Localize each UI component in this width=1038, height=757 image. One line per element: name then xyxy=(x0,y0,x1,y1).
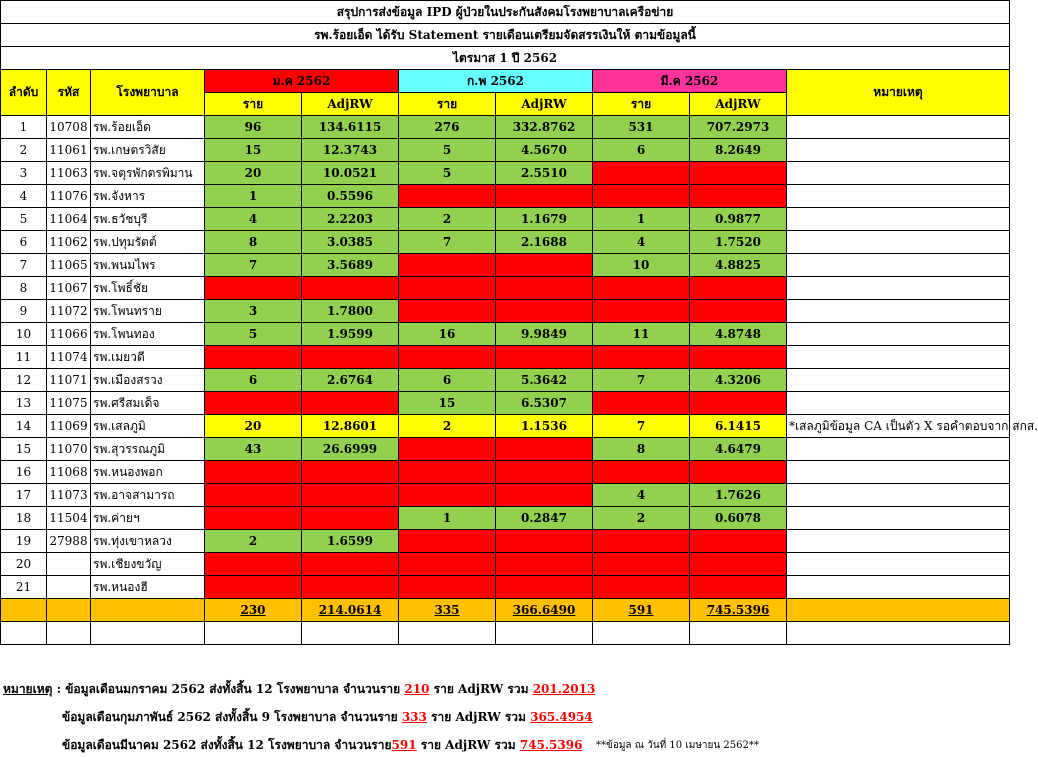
row-hospital: รพ.เมยวดี xyxy=(91,346,205,369)
row-m2-adjrw xyxy=(496,254,593,277)
footer-line2-text: ข้อมูลเดือนกุมภาพันธ์ 2562 ส่งทั้งสิ้น 9 โรงพยาบาล จำนวนราย xyxy=(62,710,402,724)
header-m1-adjrw: AdjRW xyxy=(302,93,399,116)
row-m1-adjrw xyxy=(302,576,399,599)
table-row xyxy=(1,116,1010,139)
row-m2-cases: 16 xyxy=(399,323,496,346)
row-m2-adjrw: 332.8762 xyxy=(496,116,593,139)
header-month1: ม.ค 2562 xyxy=(205,70,399,93)
row-m2-cases xyxy=(399,277,496,300)
header-code: รหัส xyxy=(47,70,91,116)
row-m1-adjrw: 1.9599 xyxy=(302,323,399,346)
row-order: 1 xyxy=(1,116,47,139)
row-code: 11069 xyxy=(47,415,91,438)
row-m3-cases: 10 xyxy=(593,254,690,277)
row-code: 11072 xyxy=(47,300,91,323)
footer-line2-cases: 333 xyxy=(401,710,427,724)
row-m2-adjrw xyxy=(496,461,593,484)
row-order: 7 xyxy=(1,254,47,277)
total-m2-adjrw: 366.6490 xyxy=(496,599,593,622)
row-m2-cases: 2 xyxy=(399,415,496,438)
row-order: 14 xyxy=(1,415,47,438)
table-row xyxy=(1,484,1010,507)
spacer-row xyxy=(1,622,1010,645)
row-m2-cases: 5 xyxy=(399,139,496,162)
row-order: 12 xyxy=(1,369,47,392)
row-code: 11070 xyxy=(47,438,91,461)
row-m3-cases xyxy=(593,530,690,553)
row-m2-adjrw xyxy=(496,346,593,369)
row-order: 15 xyxy=(1,438,47,461)
row-m3-adjrw xyxy=(690,553,787,576)
row-m2-adjrw xyxy=(496,300,593,323)
row-m2-adjrw: 9.9849 xyxy=(496,323,593,346)
row-m2-cases xyxy=(399,553,496,576)
row-hospital: รพ.ค่ายฯ xyxy=(91,507,205,530)
row-m2-cases xyxy=(399,576,496,599)
table-row xyxy=(1,438,1010,461)
row-hospital: รพ.ปทุมรัตต์ xyxy=(91,231,205,254)
footer-line1-cases: 210 xyxy=(404,682,430,696)
row-m1-cases xyxy=(205,576,302,599)
row-m2-cases xyxy=(399,484,496,507)
row-m1-adjrw xyxy=(302,461,399,484)
row-m2-adjrw: 4.5670 xyxy=(496,139,593,162)
row-hospital: รพ.พนมไพร xyxy=(91,254,205,277)
row-hospital: รพ.หนองฮี xyxy=(91,576,205,599)
row-hospital: รพ.ศรีสมเด็จ xyxy=(91,392,205,415)
row-m1-cases: 2 xyxy=(205,530,302,553)
table-row xyxy=(1,323,1010,346)
row-code: 11061 xyxy=(47,139,91,162)
footer-line-2 xyxy=(62,708,593,727)
row-m2-adjrw xyxy=(496,553,593,576)
row-m1-cases: 4 xyxy=(205,208,302,231)
row-code: 11063 xyxy=(47,162,91,185)
row-m1-cases: 20 xyxy=(205,415,302,438)
row-m3-adjrw: 4.6479 xyxy=(690,438,787,461)
row-m2-adjrw xyxy=(496,484,593,507)
row-m3-cases xyxy=(593,392,690,415)
row-m3-cases: 6 xyxy=(593,139,690,162)
footer-line3-cases: 591 xyxy=(391,738,417,752)
row-m3-cases: 2 xyxy=(593,507,690,530)
row-order: 2 xyxy=(1,139,47,162)
row-remark xyxy=(787,300,1010,323)
row-remark xyxy=(787,208,1010,231)
row-m2-cases xyxy=(399,530,496,553)
row-m2-adjrw xyxy=(496,576,593,599)
header-m2-adjrw: AdjRW xyxy=(496,93,593,116)
row-m3-adjrw xyxy=(690,461,787,484)
row-hospital: รพ.จังหาร xyxy=(91,185,205,208)
row-m1-adjrw: 12.3743 xyxy=(302,139,399,162)
header-hospital: โรงพยาบาล xyxy=(91,70,205,116)
footer-line1-mid: ราย AdjRW รวม xyxy=(429,682,533,696)
row-m2-adjrw: 2.5510 xyxy=(496,162,593,185)
row-m1-adjrw: 12.8601 xyxy=(302,415,399,438)
row-m2-cases xyxy=(399,185,496,208)
row-m3-adjrw: 0.9877 xyxy=(690,208,787,231)
row-remark xyxy=(787,369,1010,392)
row-m2-cases: 15 xyxy=(399,392,496,415)
row-hospital: รพ.โพนทราย xyxy=(91,300,205,323)
row-m2-cases xyxy=(399,461,496,484)
row-code xyxy=(47,553,91,576)
row-m1-adjrw: 3.5689 xyxy=(302,254,399,277)
spacer-cell xyxy=(690,622,787,645)
row-m1-cases xyxy=(205,553,302,576)
row-m2-adjrw xyxy=(496,185,593,208)
row-m3-cases xyxy=(593,300,690,323)
row-m3-cases: 7 xyxy=(593,369,690,392)
row-m1-cases xyxy=(205,346,302,369)
row-remark xyxy=(787,438,1010,461)
row-m1-adjrw xyxy=(302,484,399,507)
row-order: 19 xyxy=(1,530,47,553)
row-m3-cases xyxy=(593,162,690,185)
table-row xyxy=(1,277,1010,300)
row-m3-adjrw xyxy=(690,530,787,553)
row-code xyxy=(47,576,91,599)
table-row xyxy=(1,254,1010,277)
row-order: 11 xyxy=(1,346,47,369)
row-order: 9 xyxy=(1,300,47,323)
row-m1-cases: 8 xyxy=(205,231,302,254)
row-hospital: รพ.จตุรพักตรพิมาน xyxy=(91,162,205,185)
table-row xyxy=(1,530,1010,553)
row-m2-cases xyxy=(399,300,496,323)
row-m1-cases: 7 xyxy=(205,254,302,277)
table-row xyxy=(1,300,1010,323)
row-order: 5 xyxy=(1,208,47,231)
row-m3-cases xyxy=(593,576,690,599)
row-m3-adjrw xyxy=(690,277,787,300)
row-remark xyxy=(787,231,1010,254)
table-row xyxy=(1,507,1010,530)
footer-line-1 xyxy=(3,680,595,699)
row-m2-adjrw: 0.2847 xyxy=(496,507,593,530)
row-remark xyxy=(787,139,1010,162)
row-order: 3 xyxy=(1,162,47,185)
row-remark xyxy=(787,530,1010,553)
footer-line1-text: : ข้อมูลเดือนมกราคม 2562 ส่งทั้งสิ้น 12 โรงพยาบาล จำนวนราย xyxy=(52,682,405,696)
table-row xyxy=(1,392,1010,415)
spacer-cell xyxy=(47,622,91,645)
row-hospital: รพ.เมืองสรวง xyxy=(91,369,205,392)
row-code: 11068 xyxy=(47,461,91,484)
row-remark xyxy=(787,461,1010,484)
row-m1-cases: 6 xyxy=(205,369,302,392)
row-code: 11064 xyxy=(47,208,91,231)
row-m2-cases: 276 xyxy=(399,116,496,139)
row-m3-adjrw xyxy=(690,162,787,185)
row-m3-cases: 1 xyxy=(593,208,690,231)
row-m3-adjrw: 4.8825 xyxy=(690,254,787,277)
row-remark xyxy=(787,576,1010,599)
row-m1-cases: 43 xyxy=(205,438,302,461)
row-remark xyxy=(787,162,1010,185)
footer-line-3 xyxy=(62,736,582,755)
spacer-cell xyxy=(205,622,302,645)
row-order: 10 xyxy=(1,323,47,346)
total-m3-adjrw: 745.5396 xyxy=(690,599,787,622)
row-code: 11067 xyxy=(47,277,91,300)
row-m1-adjrw: 26.6999 xyxy=(302,438,399,461)
row-m2-cases xyxy=(399,438,496,461)
row-m2-cases: 6 xyxy=(399,369,496,392)
row-code: 27988 xyxy=(47,530,91,553)
row-m2-adjrw: 5.3642 xyxy=(496,369,593,392)
table-row xyxy=(1,576,1010,599)
row-hospital: รพ.ธวัชบุรี xyxy=(91,208,205,231)
row-m3-adjrw xyxy=(690,300,787,323)
spacer-cell xyxy=(496,622,593,645)
row-order: 6 xyxy=(1,231,47,254)
spacer-cell xyxy=(1,622,47,645)
row-m1-adjrw: 10.0521 xyxy=(302,162,399,185)
row-code: 11074 xyxy=(47,346,91,369)
row-order: 20 xyxy=(1,553,47,576)
row-m3-adjrw: 4.8748 xyxy=(690,323,787,346)
row-m1-adjrw: 1.7800 xyxy=(302,300,399,323)
row-m1-cases xyxy=(205,461,302,484)
row-m1-cases xyxy=(205,392,302,415)
row-m3-cases: 7 xyxy=(593,415,690,438)
row-hospital: รพ.สุวรรณภูมิ xyxy=(91,438,205,461)
row-order: 4 xyxy=(1,185,47,208)
row-m1-adjrw: 2.6764 xyxy=(302,369,399,392)
total-m1-cases: 230 xyxy=(205,599,302,622)
row-remark xyxy=(787,392,1010,415)
row-m3-cases: 8 xyxy=(593,438,690,461)
row-m1-adjrw xyxy=(302,392,399,415)
table-row xyxy=(1,231,1010,254)
row-hospital: รพ.ทุ่งเขาหลวง xyxy=(91,530,205,553)
row-m3-adjrw: 4.3206 xyxy=(690,369,787,392)
row-m2-cases: 7 xyxy=(399,231,496,254)
row-m3-adjrw: 6.1415 xyxy=(690,415,787,438)
row-code: 11073 xyxy=(47,484,91,507)
row-m1-cases xyxy=(205,484,302,507)
row-code: 11065 xyxy=(47,254,91,277)
table-row xyxy=(1,162,1010,185)
header-remark: หมายเหตุ xyxy=(787,70,1010,116)
row-m2-adjrw: 1.1679 xyxy=(496,208,593,231)
header-m3-adjrw: AdjRW xyxy=(690,93,787,116)
table-row xyxy=(1,553,1010,576)
totals-row xyxy=(1,599,1010,622)
footer-line1-rw: 201.2013 xyxy=(532,682,596,696)
row-hospital: รพ.เชียงขวัญ xyxy=(91,553,205,576)
row-order: 13 xyxy=(1,392,47,415)
table-row xyxy=(1,185,1010,208)
row-remark xyxy=(787,553,1010,576)
row-hospital: รพ.อาจสามารถ xyxy=(91,484,205,507)
row-m3-cases: 11 xyxy=(593,323,690,346)
header-order: ลำดับ xyxy=(1,70,47,116)
row-m1-adjrw xyxy=(302,507,399,530)
row-m2-cases: 2 xyxy=(399,208,496,231)
row-m3-adjrw xyxy=(690,576,787,599)
row-m3-cases: 4 xyxy=(593,231,690,254)
row-order: 16 xyxy=(1,461,47,484)
row-m1-cases: 5 xyxy=(205,323,302,346)
row-remark xyxy=(787,484,1010,507)
row-hospital: รพ.เสลภูมิ xyxy=(91,415,205,438)
row-m3-adjrw xyxy=(690,392,787,415)
row-code: 11066 xyxy=(47,323,91,346)
row-m1-adjrw xyxy=(302,346,399,369)
row-code: 11504 xyxy=(47,507,91,530)
report-quarter: ไตรมาส 1 ปี 2562 xyxy=(1,47,1010,70)
row-m2-adjrw: 2.1688 xyxy=(496,231,593,254)
header-m2-cases: ราย xyxy=(399,93,496,116)
row-m1-cases: 96 xyxy=(205,116,302,139)
header-month3: มี.ค 2562 xyxy=(593,70,787,93)
row-m2-cases xyxy=(399,346,496,369)
row-m3-cases xyxy=(593,461,690,484)
row-code: 10708 xyxy=(47,116,91,139)
row-remark xyxy=(787,277,1010,300)
row-order: 18 xyxy=(1,507,47,530)
footer-line2-rw: 365.4954 xyxy=(530,710,593,724)
footer-line3-mid: ราย AdjRW รวม xyxy=(416,738,520,752)
row-m1-cases: 3 xyxy=(205,300,302,323)
row-m3-adjrw: 8.2649 xyxy=(690,139,787,162)
row-m3-adjrw: 0.6078 xyxy=(690,507,787,530)
row-m3-cases xyxy=(593,277,690,300)
row-code: 11071 xyxy=(47,369,91,392)
row-remark: *เสลภูมิข้อมูล CA เป็นตัว X รอคำตอบจาก สกส. xyxy=(787,415,1010,438)
spacer-cell xyxy=(399,622,496,645)
footer-line3-rw: 745.5396 xyxy=(519,738,583,752)
row-remark xyxy=(787,116,1010,139)
row-order: 8 xyxy=(1,277,47,300)
row-hospital: รพ.ร้อยเอ็ด xyxy=(91,116,205,139)
row-code: 11076 xyxy=(47,185,91,208)
footer-line2-mid: ราย AdjRW รวม xyxy=(426,710,531,724)
row-hospital: รพ.โพนทอง xyxy=(91,323,205,346)
row-m1-adjrw: 3.0385 xyxy=(302,231,399,254)
row-m3-adjrw: 707.2973 xyxy=(690,116,787,139)
table-row xyxy=(1,369,1010,392)
row-m2-adjrw: 6.5307 xyxy=(496,392,593,415)
spacer-cell xyxy=(302,622,399,645)
table-row xyxy=(1,139,1010,162)
table-row xyxy=(1,208,1010,231)
row-hospital: รพ.โพธิ์ชัย xyxy=(91,277,205,300)
totals-blank-1 xyxy=(1,599,47,622)
row-m3-adjrw xyxy=(690,185,787,208)
row-hospital: รพ.หนองพอก xyxy=(91,461,205,484)
row-m3-adjrw: 1.7626 xyxy=(690,484,787,507)
table-row xyxy=(1,461,1010,484)
row-m2-cases xyxy=(399,254,496,277)
as-of-date: **ข้อมูล ณ วันที่ 10 เมษายน 2562** xyxy=(596,740,759,751)
row-remark xyxy=(787,185,1010,208)
row-remark xyxy=(787,507,1010,530)
table-row xyxy=(1,415,1010,438)
header-m3-cases: ราย xyxy=(593,93,690,116)
footer-label: หมายเหตุ xyxy=(3,682,53,696)
row-remark xyxy=(787,346,1010,369)
row-order: 17 xyxy=(1,484,47,507)
row-m3-cases: 4 xyxy=(593,484,690,507)
footer-line3-text: ข้อมูลเดือนมีนาคม 2562 ส่งทั้งสิ้น 12 โรงพยาบาล จำนวนราย xyxy=(62,738,392,752)
row-m3-cases: 531 xyxy=(593,116,690,139)
row-code: 11062 xyxy=(47,231,91,254)
row-m1-cases: 15 xyxy=(205,139,302,162)
row-m2-cases: 1 xyxy=(399,507,496,530)
total-m2-cases: 335 xyxy=(399,599,496,622)
total-m3-cases: 591 xyxy=(593,599,690,622)
row-m3-adjrw xyxy=(690,346,787,369)
row-m3-adjrw: 1.7520 xyxy=(690,231,787,254)
totals-blank-2 xyxy=(47,599,91,622)
header-m1-cases: ราย xyxy=(205,93,302,116)
row-m1-cases xyxy=(205,277,302,300)
spacer-cell xyxy=(593,622,690,645)
report-subtitle: รพ.ร้อยเอ็ด ได้รับ Statement รายเดือนเตรียมจัดสรรเงินให้ ตามข้อมูลนี้ xyxy=(1,24,1010,47)
row-m1-cases xyxy=(205,507,302,530)
table-row xyxy=(1,346,1010,369)
row-hospital: รพ.เกษตรวิสัย xyxy=(91,139,205,162)
row-m2-adjrw xyxy=(496,438,593,461)
row-m1-adjrw xyxy=(302,553,399,576)
row-code: 11075 xyxy=(47,392,91,415)
header-month2: ก.พ 2562 xyxy=(399,70,593,93)
row-m1-adjrw: 134.6115 xyxy=(302,116,399,139)
row-m3-cases xyxy=(593,185,690,208)
totals-blank-remark xyxy=(787,599,1010,622)
spacer-cell xyxy=(787,622,1010,645)
row-remark xyxy=(787,254,1010,277)
row-m2-adjrw: 1.1536 xyxy=(496,415,593,438)
report-title: สรุปการส่งข้อมูล IPD ผู้ป่วยในประกันสังคมโรงพยาบาลเครือข่าย xyxy=(1,1,1010,24)
row-m1-adjrw xyxy=(302,277,399,300)
row-m2-adjrw xyxy=(496,530,593,553)
row-m1-adjrw: 1.6599 xyxy=(302,530,399,553)
row-order: 21 xyxy=(1,576,47,599)
spacer-cell xyxy=(91,622,205,645)
row-m1-adjrw: 2.2203 xyxy=(302,208,399,231)
row-m1-cases: 1 xyxy=(205,185,302,208)
row-m1-adjrw: 0.5596 xyxy=(302,185,399,208)
row-m3-cases xyxy=(593,553,690,576)
row-m2-cases: 5 xyxy=(399,162,496,185)
row-remark xyxy=(787,323,1010,346)
row-m3-cases xyxy=(593,346,690,369)
totals-blank-3 xyxy=(91,599,205,622)
total-m1-adjrw: 214.0614 xyxy=(302,599,399,622)
row-m1-cases: 20 xyxy=(205,162,302,185)
row-m2-adjrw xyxy=(496,277,593,300)
